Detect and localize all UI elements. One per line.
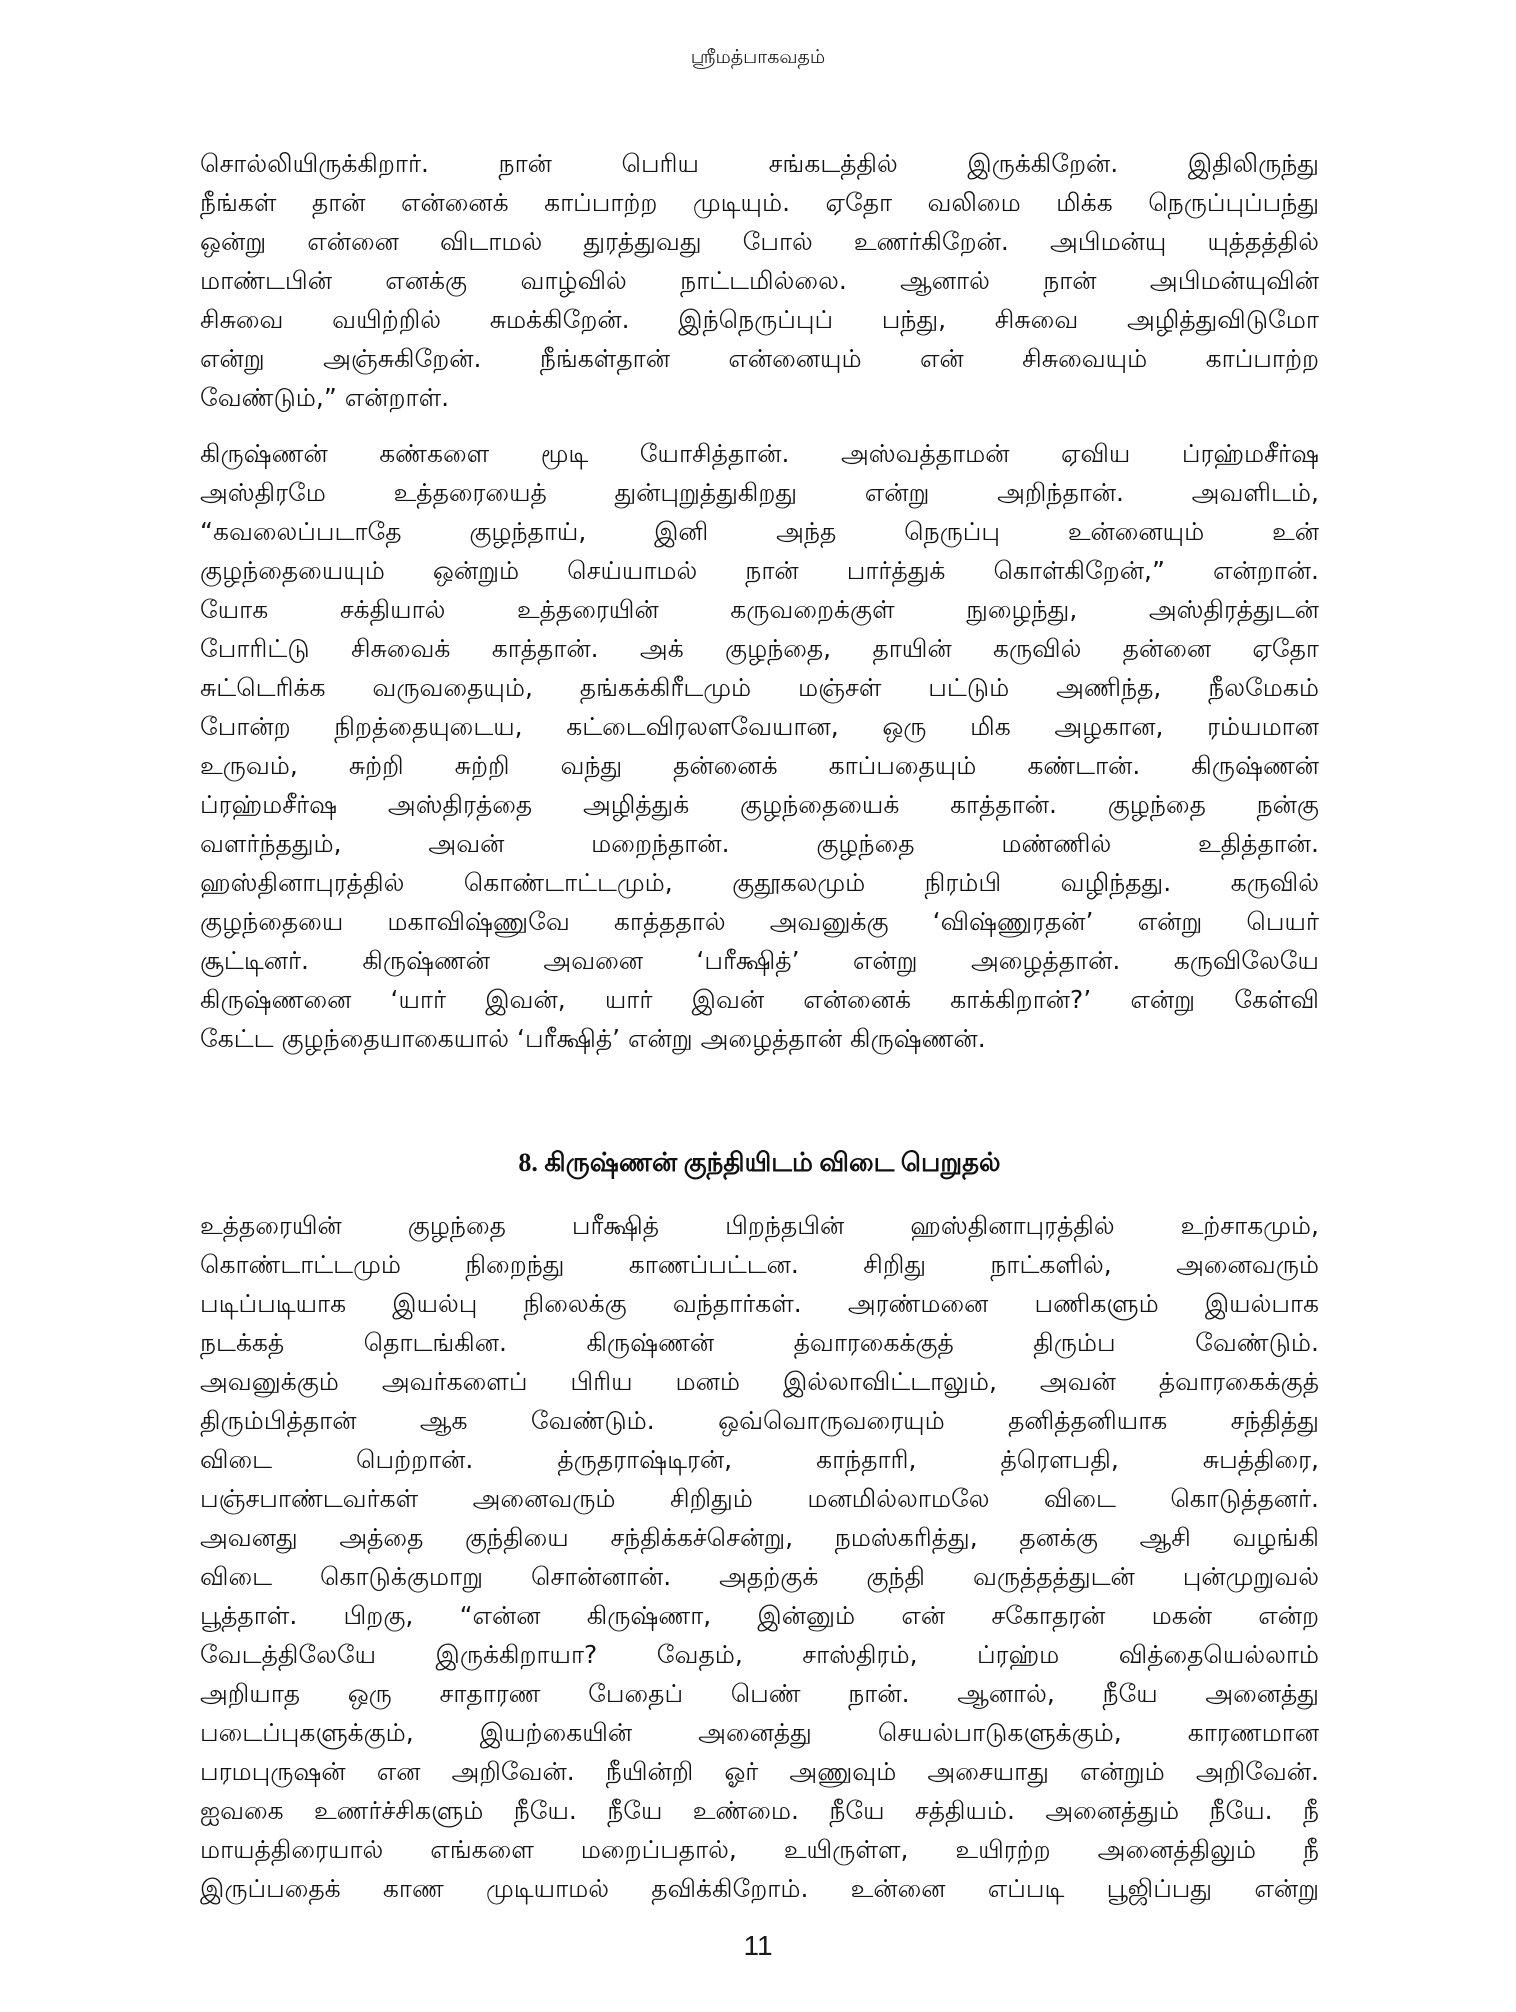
text-line: அவனது அத்தை குந்தியை சந்திக்கச்சென்று, நமஸ்கரித்து, தனக்கு ஆசி வழங்கி [200, 1523, 1319, 1552]
text-line: சிசுவை வயிற்றில் சுமக்கிறேன். இந்நெருப்புப் பந்து, சிசுவை அழித்துவிடுமோ [200, 305, 1319, 334]
text-line: சொல்லியிருக்கிறார். நான் பெரிய சங்கடத்தில் இருக்கிறேன். இதிலிருந்து [200, 149, 1319, 178]
paragraph-2 [200, 434, 1319, 1058]
text-line: விடை பெற்றான். த்ருதராஷ்டிரன், காந்தாரி, த்ரௌபதி, சுபத்திரை, [200, 1445, 1319, 1474]
paragraph-3 [200, 1206, 1319, 1908]
text-line: பரமபுருஷன் என அறிவேன். நீயின்றி ஓர் அணுவும் அசையாது என்றும் அறிவேன். [200, 1757, 1319, 1786]
text-line: அவனுக்கும் அவர்களைப் பிரிய மனம் இல்லாவிட்டாலும், அவன் த்வாரகைக்குத் [200, 1367, 1319, 1396]
text-line: கொண்டாட்டமும் நிறைந்து காணப்பட்டன. சிறிது நாட்களில், அனைவரும் [200, 1250, 1319, 1279]
text-line: நடக்கத் தொடங்கின. கிருஷ்ணன் த்வாரகைக்குத் திரும்ப வேண்டும். [200, 1328, 1319, 1357]
text-line: சுட்டெரிக்க வருவதையும், தங்கக்கிரீடமும் மஞ்சள் பட்டும் அணிந்த, நீலமேகம் [200, 673, 1319, 702]
text-line: அஸ்திரமே உத்தரையைத் துன்புறுத்துகிறது என்று அறிந்தான். அவளிடம், [200, 478, 1319, 507]
text-line: இருப்பதைக் காண முடியாமல் தவிக்கிறோம். உன்னை எப்படி பூஜிப்பது என்று [200, 1874, 1319, 1903]
text-line: போன்ற நிறத்தையுடைய, கட்டைவிரலளவேயான, ஒரு மிக அழகான, ரம்யமான [200, 712, 1319, 741]
text-line: பஞ்சபாண்டவர்கள் அனைவரும் சிறிதும் மனமில்லாமலே விடை கொடுத்தனர். [200, 1484, 1319, 1513]
text-line: குழந்தையை மகாவிஷ்ணுவே காத்ததால் அவனுக்கு ‘விஷ்ணுரதன்’ என்று பெயர் [200, 907, 1319, 936]
text-line: மாண்டபின் எனக்கு வாழ்வில் நாட்டமில்லை. ஆனால் நான் அபிமன்யுவின் [200, 266, 1319, 295]
text-line: வளர்ந்ததும், அவன் மறைந்தான். குழந்தை மண்ணில் உதித்தான். [200, 829, 1319, 858]
text-line: உத்தரையின் குழந்தை பரீக்ஷித் பிறந்தபின் ஹஸ்தினாபுரத்தில் உற்சாகமும், [200, 1211, 1319, 1240]
text-line: வேண்டும்,” என்றாள். [200, 383, 450, 412]
running-header: ஸ்ரீமத்பாகவதம் [690, 46, 826, 68]
text-line: கிருஷ்ணனை ‘யார் இவன், யார் இவன் என்னைக் காக்கிறான்?’ என்று கேள்வி [200, 985, 1319, 1014]
section-heading: 8. கிருஷ்ணன் குந்தியிடம் விடை பெறுதல் [518, 1148, 1001, 1177]
text-line: ஒன்று என்னை விடாமல் துரத்துவது போல் உணர்கிறேன். அபிமன்யு யுத்தத்தில் [200, 227, 1319, 256]
text-line: நீங்கள் தான் என்னைக் காப்பாற்ற முடியும். ஏதோ வலிமை மிக்க நெருப்புப்பந்து [200, 188, 1319, 217]
page-number: 11 [743, 1930, 773, 1961]
text-line: கிருஷ்ணன் கண்களை மூடி யோசித்தான். அஸ்வத்தாமன் ஏவிய ப்ரஹ்மசீர்ஷ [200, 439, 1319, 468]
text-line: குழந்தையையும் ஒன்றும் செய்யாமல் நான் பார்த்துக் கொள்கிறேன்,” என்றான். [200, 556, 1319, 585]
text-line: படைப்புகளுக்கும், இயற்கையின் அனைத்து செயல்பாடுகளுக்கும், காரணமான [200, 1718, 1319, 1747]
text-line: அறியாத ஒரு சாதாரண பேதைப் பெண் நான். ஆனால், நீயே அனைத்து [200, 1679, 1319, 1708]
paragraph-1 [200, 144, 1319, 417]
text-line: கேட்ட குழந்தையாகையால் ‘பரீக்ஷித்’ என்று அழைத்தான் கிருஷ்ணன். [200, 1024, 986, 1053]
text-line: உருவம், சுற்றி சுற்றி வந்து தன்னைக் காப்பதையும் கண்டான். கிருஷ்ணன் [200, 751, 1319, 780]
text-line: “கவலைப்படாதே குழந்தாய், இனி அந்த நெருப்பு உன்னையும் உன் [200, 517, 1319, 546]
text-line: என்று அஞ்சுகிறேன். நீங்கள்தான் என்னையும் என் சிசுவையும் காப்பாற்ற [200, 344, 1319, 373]
text-line: யோக சக்தியால் உத்தரையின் கருவறைக்குள் நுழைந்து, அஸ்திரத்துடன் [200, 595, 1319, 624]
text-line: மாயத்திரையால் எங்களை மறைப்பதால், உயிருள்ள, உயிரற்ற அனைத்திலும் நீ [200, 1835, 1319, 1864]
text-line: பூத்தாள். பிறகு, “என்ன கிருஷ்ணா, இன்னும் என் சகோதரன் மகன் என்ற [200, 1601, 1319, 1630]
text-line: ப்ரஹ்மசீர்ஷ அஸ்திரத்தை அழித்துக் குழந்தையைக் காத்தான். குழந்தை நன்கு [200, 790, 1319, 819]
text-line: திரும்பித்தான் ஆக வேண்டும். ஒவ்வொருவரையும் தனித்தனியாக சந்தித்து [200, 1406, 1319, 1435]
text-line: ஐவகை உணர்ச்சிகளும் நீயே. நீயே உண்மை. நீயே சத்தியம். அனைத்தும் நீயே. நீ [200, 1796, 1319, 1825]
text-line: படிப்படியாக இயல்பு நிலைக்கு வந்தார்கள். அரண்மனை பணிகளும் இயல்பாக [200, 1289, 1319, 1318]
text-line: போரிட்டு சிசுவைக் காத்தான். அக் குழந்தை, தாயின் கருவில் தன்னை ஏதோ [200, 634, 1319, 663]
text-line: சூட்டினர். கிருஷ்ணன் அவனை ‘பரீக்ஷித்’ என்று அழைத்தான். கருவிலேயே [200, 946, 1319, 975]
text-line: விடை கொடுக்குமாறு சொன்னான். அதற்குக் குந்தி வருத்தத்துடன் புன்முறுவல் [200, 1562, 1319, 1591]
text-line: ஹஸ்தினாபுரத்தில் கொண்டாட்டமும், குதூகலமும் நிரம்பி வழிந்தது. கருவில் [200, 868, 1319, 897]
text-line: வேடத்திலேயே இருக்கிறாயா? வேதம், சாஸ்திரம், ப்ரஹ்ம வித்தையெல்லாம் [200, 1640, 1319, 1669]
